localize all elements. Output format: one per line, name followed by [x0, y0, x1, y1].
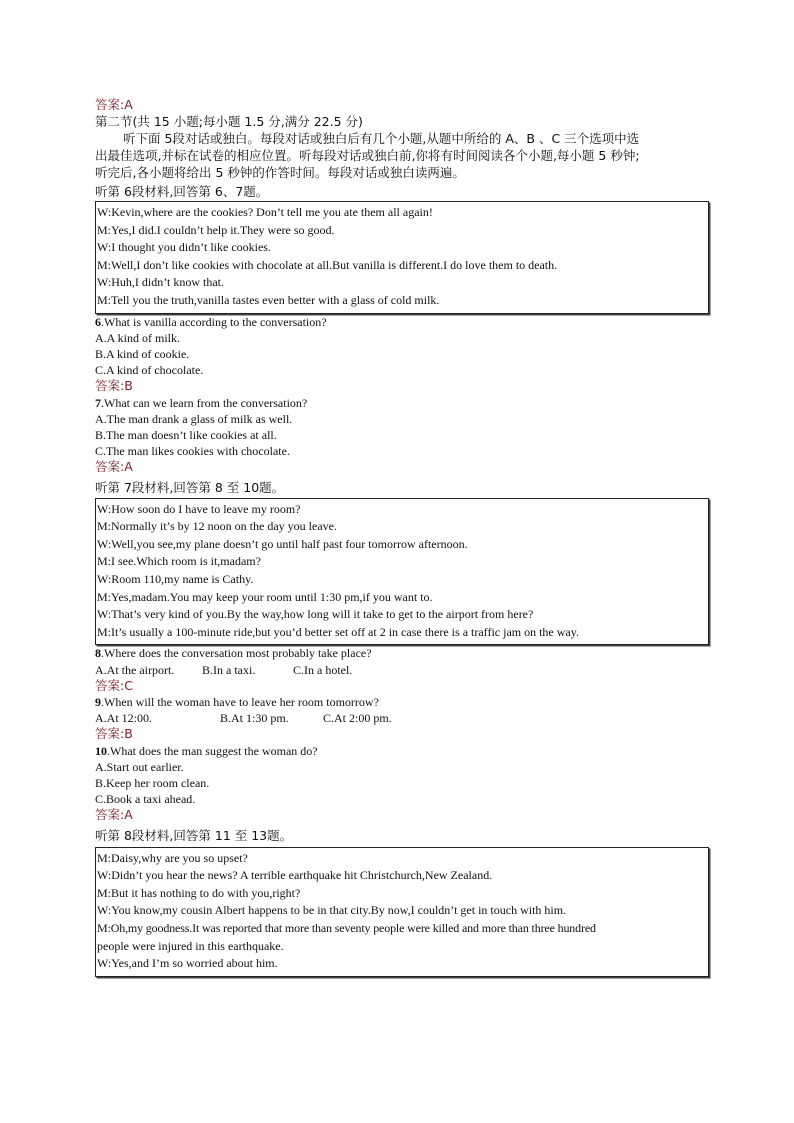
section-instructions-3: 听完后,各小题将给出 5 秒钟的作答时间。每段对话或独白读两遍。: [95, 165, 465, 180]
dialog-line: W:Kevin,where are the cookies? Don’t tell me you ate them all again!: [97, 205, 433, 219]
dialog-line: M:It’s usually a 100-minute ride,but you’d better set off at 2 in case there is a traffic jam on the way.: [97, 624, 579, 639]
question-6: 6.What is vanilla according to the conversation?: [95, 314, 327, 329]
segment-7-heading: 听第 7段材料,回答第 8 至 10题。: [95, 479, 285, 495]
answer-line: 答案:B: [95, 726, 133, 742]
dialog-line: W:Huh,I didn’t know that.: [97, 275, 224, 290]
section-instructions-2: 出最佳选项,并标在试卷的相应位置。听每段对话或独白前,你将有时间阅读各个小题,每小题 5 秒钟;: [95, 148, 640, 163]
option: B.At 1:30 pm.: [220, 711, 289, 726]
dialog-line: W:How soon do I have to leave my room?: [97, 501, 301, 516]
segment-7-transcript: [95, 498, 709, 646]
option: A.The man drank a glass of milk as well.: [95, 411, 293, 426]
question-8: 8.Where does the conversation most probably take place?: [95, 646, 372, 661]
option: A.Start out earlier.: [95, 759, 184, 774]
dialog-line: M:Yes,I did.I couldn’t help it.They were so good.: [97, 222, 335, 237]
dialog-line: M:Well,I don’t like cookies with chocolate at all.But vanilla is different.I do love them to death.: [97, 257, 558, 272]
option: B.The man doesn’t like cookies at all.: [95, 427, 277, 442]
option: A.At the airport.: [95, 662, 175, 677]
option: C.In a hotel.: [293, 662, 353, 677]
dialog-line: W:I thought you didn’t like cookies.: [97, 240, 271, 255]
dialog-line: W:That’s very kind of you.By the way,how long will it take to get to the airport from here?: [97, 607, 534, 622]
dialog-line: W:Didn’t you hear the news? A terrible earthquake hit Christchurch,New Zealand.: [97, 868, 493, 883]
option: B.A kind of cookie.: [95, 346, 190, 361]
dialog-line: W:Well,you see,my plane doesn’t go until half past four tomorrow afternoon.: [97, 536, 468, 551]
dialog-line: W:Yes,and I’m so worried about him.: [97, 956, 278, 971]
dialog-line: M:Normally it’s by 12 noon on the day you leave.: [97, 519, 337, 534]
dialog-line: W:You know,my cousin Albert happens to be in that city.By now,I couldn’t get in touch with him.: [97, 903, 567, 918]
dialog-line: M:Oh,my goodness.It was reported that more than seventy people were killed and more than three hundred: [97, 920, 596, 935]
answer-line: 答案:A: [95, 459, 133, 475]
option: B.Keep her room clean.: [95, 775, 210, 790]
option: C.Book a taxi ahead.: [95, 792, 196, 807]
dialog-line: W:Room 110,my name is Cathy.: [97, 571, 254, 586]
answer-line: 答案:A: [95, 807, 133, 823]
segment-8-heading: 听第 8段材料,回答第 11 至 13题。: [95, 827, 293, 843]
section-title: 第二节(共 15 小题;每小题 1.5 分,满分 22.5 分): [95, 114, 363, 129]
answer-line: 答案:C: [95, 677, 133, 693]
dialog-line: M:I see.Which room is it,madam?: [97, 554, 261, 569]
segment-6-transcript: [95, 201, 709, 314]
dialog-line: M:Tell you the truth,vanilla tastes even better with a glass of cold milk.: [97, 292, 440, 307]
dialog-line: people were injured in this earthquake.: [97, 938, 284, 953]
question-7: 7.What can we learn from the conversation?: [95, 395, 308, 410]
option: A.At 12:00.: [95, 711, 152, 726]
dialog-line: M:But it has nothing to do with you,right?: [97, 885, 301, 900]
section-instructions-1: 听下面 5段对话或独白。每段对话或独白后有几个小题,从题中所给的 A、B 、C 三个选项中选: [123, 131, 640, 146]
dialog-line: M:Daisy,why are you so upset?: [97, 850, 248, 865]
option: C.At 2:00 pm.: [323, 711, 392, 726]
question-10: 10.What does the man suggest the woman do?: [95, 743, 318, 758]
answer-line: 答案:A: [95, 97, 133, 112]
option: A.A kind of milk.: [95, 330, 181, 345]
document-page: [95, 96, 707, 977]
options-row: [95, 662, 707, 678]
segment-8-transcript: [95, 847, 709, 977]
dialog-line: M:Yes,madam.You may keep your room until 1:30 pm,if you want to.: [97, 589, 433, 604]
question-9: 9.When will the woman have to leave her room tomorrow?: [95, 694, 379, 709]
option: C.A kind of chocolate.: [95, 363, 204, 378]
option: B.In a taxi.: [202, 662, 256, 677]
answer-line: 答案:B: [95, 378, 133, 394]
options-row: [95, 710, 707, 726]
option: C.The man likes cookies with chocolate.: [95, 444, 290, 459]
segment-6-heading: 听第 6段材料,回答第 6、7题。: [95, 184, 269, 199]
